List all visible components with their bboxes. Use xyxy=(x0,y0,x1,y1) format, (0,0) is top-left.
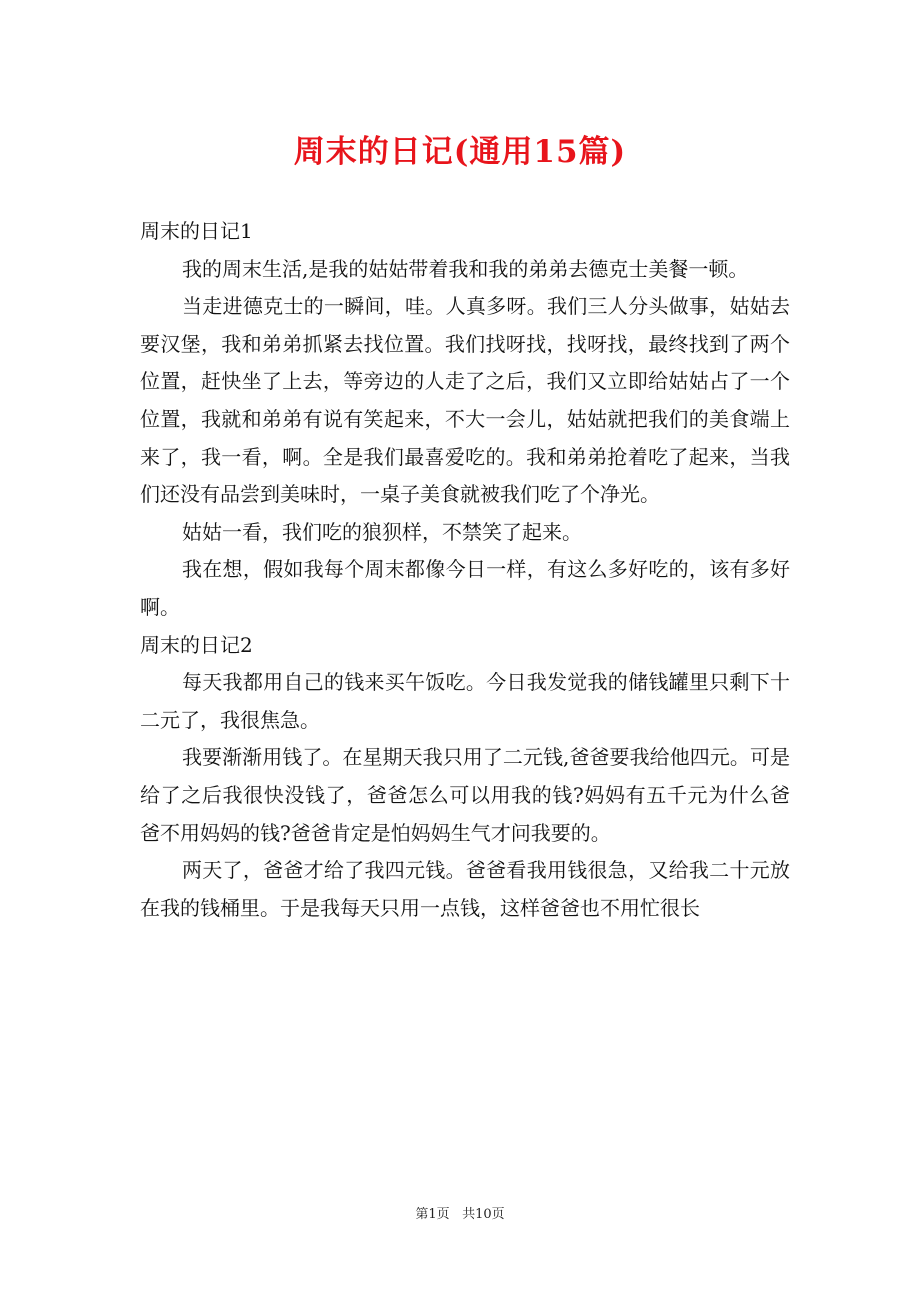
paragraph: 姑姑一看，我们吃的狼狈样，不禁笑了起来。 xyxy=(182,519,582,544)
paragraph: 我在想，假如我每个周末都像今日一样，有这么多好吃的，该有多好啊。 xyxy=(140,557,790,619)
document-body xyxy=(140,213,790,927)
document-title: 周末的日记(通用15篇) xyxy=(293,134,627,170)
section-heading-2: 周末的日记2 xyxy=(140,632,253,657)
paragraph: 我的周末生活,是我的姑姑带着我和我的弟弟去德克士美餐一顿。 xyxy=(182,256,749,281)
paragraph: 当走进德克士的一瞬间，哇。人真多呀。我们三人分头做事，姑姑去要汉堡，我和弟弟抓紧去找位置。我们找呀找，找呀找，最终找到了两个位置，赶快坐了上去，等旁边的人走了之后，我们又立即给姑姑占了一个位置，我就和弟弟有说有笑起来，不大一会儿，姑姑就把我们的美食端上来了，我一看，啊。全是我们最喜爱吃的。我和弟弟抢着吃了起来，当我们还没有品尝到美味时，一桌子美食就被我们吃了个净光。 xyxy=(140,294,790,507)
paragraph: 我要渐渐用钱了。在星期天我只用了二元钱,爸爸要我给他四元。可是给了之后我很快没钱了，爸爸怎么可以用我的钱?妈妈有五千元为什么爸爸不用妈妈的钱?爸爸肯定是怕妈妈生气才问我要的。 xyxy=(140,745,790,845)
page-total: 共10页 xyxy=(462,1207,505,1222)
section-heading-1: 周末的日记1 xyxy=(140,219,253,243)
page-footer xyxy=(0,1205,920,1225)
paragraph: 每天我都用自己的钱来买午饭吃。今日我发觉我的储钱罐里只剩下十二元了，我很焦急。 xyxy=(140,670,790,732)
page-number: 第1页 xyxy=(415,1207,450,1222)
paragraph: 两天了，爸爸才给了我四元钱。爸爸看我用钱很急，又给我二十元放在我的钱桶里。于是我每天只用一点钱，这样爸爸也不用忙很长 xyxy=(140,858,790,920)
